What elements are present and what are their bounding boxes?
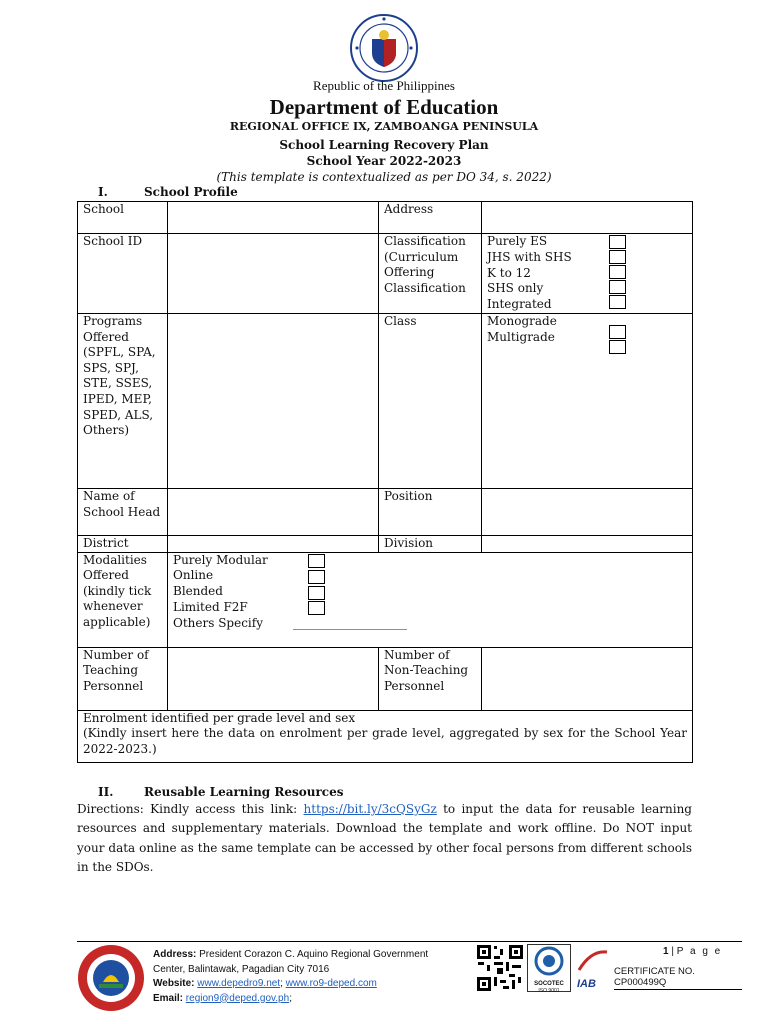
regional-office: REGIONAL OFFICE IX, ZAMBOANGA PENINSULA [229,120,539,133]
classification-options [482,234,693,314]
checkbox[interactable] [609,250,626,264]
checkbox[interactable] [609,295,626,309]
school-head-label: Name of School Head [78,488,168,535]
position-label: Position [379,488,482,535]
teaching-label: Number of Teaching Personnel [78,647,168,710]
classification-option-label: Purely ES [487,234,548,249]
section-2-number: II. [98,785,114,799]
checkbox[interactable] [308,554,325,568]
checkbox[interactable] [308,586,325,600]
class-option-label: Multigrade [487,329,555,344]
resources-link[interactable]: https://bit.ly/3cQSyGz [303,802,437,816]
department-title: Department of Education [269,95,499,119]
iab-label: IAB [577,978,596,990]
checkbox[interactable] [609,340,626,354]
school-label: School [78,202,168,234]
class-options [482,313,693,488]
division-field[interactable] [482,535,693,552]
checkbox[interactable] [308,601,325,615]
checkbox[interactable] [609,265,626,279]
republic-heading: Republic of the Philippines [313,78,455,93]
section-2-title: Reusable Learning Resources [144,785,344,799]
classification-option-label: SHS only [487,281,544,296]
class-option [487,330,687,346]
classification-option [487,234,687,250]
certificate-number: CP000499Q [614,977,667,988]
district-field[interactable] [168,535,379,552]
class-option-label: Monograde [487,314,557,329]
website-link-1[interactable]: www.depedro9.net [197,978,281,989]
email-label: Email: [153,992,184,1004]
teaching-field[interactable] [168,647,379,710]
modality-option [173,600,687,616]
page-number: 1 | P a g e [663,946,723,957]
address-label: Address: [153,949,197,960]
classification-option [487,281,687,297]
classification-option [487,297,687,313]
directions-intro: Directions: Kindly access this link: [77,802,304,816]
classification-option-label: Integrated [487,297,552,312]
others-specify-line[interactable]: ___________________ [292,615,407,630]
division-label: Division [379,535,482,552]
modality-option [173,584,687,600]
modalities-options [168,552,693,647]
certificate-underline [614,989,742,990]
iso-label: ISO 9001 [538,988,560,994]
district-label: District [78,535,168,552]
iab-swoosh-icon [577,948,609,974]
footer-email: Email: region9@deped.gov.ph; [153,992,292,1004]
classification-option [487,266,687,282]
modalities-label: Modalities Offered (kindly tick whenever applicable) [78,552,168,647]
modality-option-label: Others Specify [173,615,263,630]
school-profile-table [77,201,693,763]
directions-body: to input the data for reusable learning resources and supplementary materials. Download the template and work offline. Do NOT input your data online as the same template can be accessed by other focal persons from different schools in the SDOs. [77,802,692,875]
section-1-number: I. [98,185,108,199]
footer-website: Website: www.depedro9.net; www.ro9-deped.com [153,978,377,989]
checkbox[interactable] [609,280,626,294]
school-id-label: School ID [78,234,168,314]
socotec-label: SOCOTEC [534,981,564,987]
footer-contact [153,948,428,1006]
address-field[interactable] [482,202,693,234]
enrolment-instructions: (Kindly insert here the data on enrolment per grade level, aggregated by sex for the School Year 2022-2023.) [83,726,687,756]
modality-option [173,553,687,569]
modality-option-label: Blended [173,584,223,599]
school-year: School Year 2022-2023 [306,154,462,168]
nonteaching-field[interactable] [482,647,693,710]
classification-label: Classification (Curriculum Offering Classification [379,234,482,314]
iab-accreditation-logo [577,948,609,988]
socotec-emblem-icon [528,945,570,977]
deped-region-logo [77,944,145,1012]
checkbox[interactable] [609,325,626,339]
address-label: Address [379,202,482,234]
classification-option-label: JHS with SHS [487,249,572,264]
address-line-1: President Corazon C. Aquino Regional Government [199,949,429,960]
modality-option [173,616,687,632]
email-link[interactable]: region9@deped.gov.ph [185,992,290,1004]
deped-seal [349,13,419,83]
page-number-value: 1 [663,946,669,957]
footer-address [153,948,428,963]
certificate-label: CERTIFICATE NO. [614,966,695,977]
section-1-title: School Profile [144,185,238,199]
modality-option-label: Online [173,568,214,583]
modality-option-label: Limited F2F [173,600,248,615]
section-1-heading [98,185,238,199]
modality-option-label: Purely Modular [173,552,268,567]
directions-paragraph [77,800,692,878]
template-note: (This template is contextualized as per DO 34, s. 2022) [216,170,552,184]
address-line-2: Center, Balintawak, Pagadian City 7016 [153,963,330,975]
nonteaching-label: Number of Non-Teaching Personnel [379,647,482,710]
position-field[interactable] [482,488,693,535]
plan-title: School Learning Recovery Plan [279,138,489,152]
school-id-field[interactable] [168,234,379,314]
enrolment-heading: Enrolment identified per grade level and sex [83,710,356,725]
school-head-field[interactable] [168,488,379,535]
school-field[interactable] [168,202,379,234]
programs-field[interactable] [168,313,379,488]
modality-option [173,568,687,584]
website-label: Website: [153,978,195,989]
page-label: P a g e [676,946,723,957]
section-2-heading [98,785,343,799]
website-link-2[interactable]: www.ro9-deped.com [285,978,377,989]
qr-code-icon [476,944,524,992]
classification-option-label: K to 12 [487,265,531,280]
class-option [487,314,687,330]
footer-divider [77,941,742,942]
checkbox[interactable] [609,235,626,249]
enrolment-cell [78,710,693,762]
checkbox[interactable] [308,570,325,584]
socotec-iso-badge [527,944,571,992]
class-label: Class [379,313,482,488]
programs-label: Programs Offered (SPFL, SPA, SPS, SPJ, STE, SSES, IPED, MEP, SPED, ALS, Others) [78,313,168,488]
classification-option [487,250,687,266]
